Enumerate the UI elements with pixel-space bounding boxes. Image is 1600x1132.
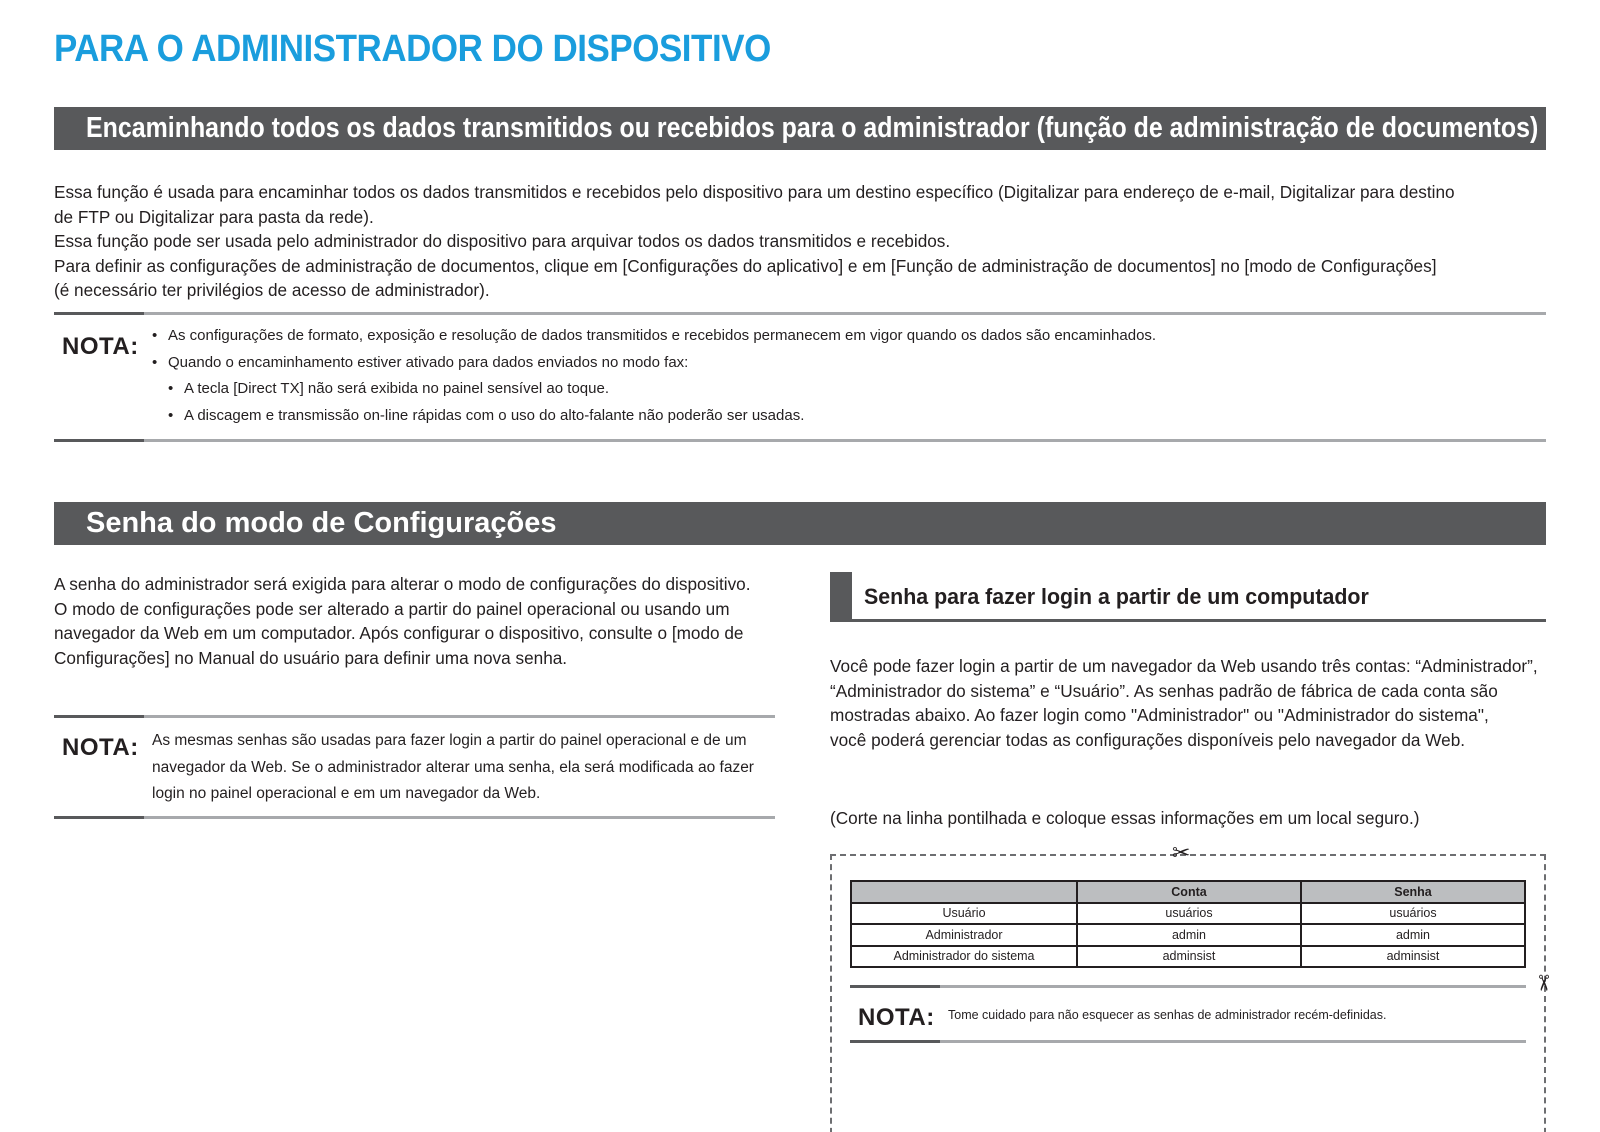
subheading-text: Senha para fazer login a partir de um computador: [864, 584, 1369, 609]
table-cell: admin: [1301, 924, 1525, 946]
paragraph-line: (é necessário ter privilégios de acesso de administrador).: [54, 280, 490, 300]
note-line: As mesmas senhas são usadas para fazer login a partir do painel operacional e de um: [152, 732, 747, 749]
table-cell: Administrador do sistema: [851, 946, 1077, 968]
table-header-cell: Conta: [1077, 881, 1301, 903]
paragraph-line: navegador da Web em um computador. Após configurar o dispositivo, consulte o [modo de: [54, 623, 744, 643]
section-header-document-admin: [54, 107, 1546, 150]
table-cell: admin: [1077, 924, 1301, 946]
section-title: Encaminhando todos os dados transmitidos ou recebidos para o administrador (função de administração de documentos): [86, 112, 1539, 144]
note-text: Tome cuidado para não esquecer as senhas de administrador recém-definidas.: [948, 1008, 1387, 1022]
note-bullet: • Quando o encaminhamento estiver ativado para dados enviados no modo fax:: [152, 350, 1156, 377]
table-cell: usuários: [1077, 903, 1301, 925]
table-cell: adminsist: [1077, 946, 1301, 968]
left-paragraph: [54, 572, 774, 670]
note-box: [54, 312, 1546, 442]
note-bullet: • As configurações de formato, exposição e resolução de dados transmitidos e recebidos permanecem em vigor quando os dados são encaminhados.: [152, 323, 1156, 350]
paragraph-line: você poderá gerenciar todas as configurações disponíveis pelo navegador da Web.: [830, 729, 1466, 750]
paragraph-line: O modo de configurações pode ser alterado a partir do painel operacional ou usando um: [54, 598, 730, 619]
note-bullet-list: [152, 323, 1156, 429]
table-cell: adminsist: [1301, 946, 1525, 968]
cut-instruction: (Corte na linha pontilhada e coloque essas informações em um local seguro.): [830, 808, 1420, 828]
table-cell: usuários: [1301, 903, 1525, 925]
page-title: PARA O ADMINISTRADOR DO DISPOSITIVO: [54, 28, 771, 70]
table-header-cell: [851, 881, 1077, 903]
paragraph-line: de FTP ou Digitalizar para pasta da rede).: [54, 206, 374, 227]
section-header-settings-password: [54, 502, 1546, 545]
table-row: [851, 946, 1525, 968]
section-title: Senha do modo de Configurações: [86, 507, 557, 539]
paragraph-line: Para definir as configurações de administração de documentos, clique em [Configurações do aplicativo] e em [Função de administração de documentos] no [modo de Configurações]: [54, 255, 1437, 276]
intro-paragraph: [54, 180, 1544, 303]
table-row: [851, 924, 1525, 946]
table-cell: Usuário: [851, 903, 1077, 925]
table-cell: Administrador: [851, 924, 1077, 946]
paragraph-line: Essa função é usada para encaminhar todos os dados transmitidos e recebidos pelo dispositivo para um destino específico (Digitalizar para endereço de e-mail, Digitalizar para destino: [54, 182, 1455, 202]
paragraph-line: Você pode fazer login a partir de um navegador da Web usando três contas: “Administrador”,: [830, 656, 1538, 676]
paragraph-line: Configurações] no Manual do usuário para definir uma nova senha.: [54, 647, 568, 668]
table-header-row: [851, 881, 1525, 903]
note-sub-bullet: • A discagem e transmissão on-line rápidas com o uso do alto-falante não poderão ser usadas.: [168, 403, 1156, 430]
note-line: navegador da Web. Se o administrador alterar uma senha, ela será modificada ao fazer: [152, 758, 754, 776]
note-text: [152, 728, 762, 808]
note-sub-bullet: • A tecla [Direct TX] não será exibida no painel sensível ao toque.: [168, 376, 1156, 403]
note-box: [850, 985, 1526, 1043]
note-line: login no painel operacional e em um navegador da Web.: [152, 785, 541, 802]
paragraph-line: A senha do administrador será exigida para alterar o modo de configurações do dispositivo.: [54, 574, 751, 594]
note-label: NOTA:: [62, 734, 139, 761]
scissors-icon: ✂: [1172, 840, 1191, 865]
paragraph-line: “Administrador do sistema” e “Usuário”. As senhas padrão de fábrica de cada conta são: [830, 680, 1498, 701]
right-paragraph: [830, 654, 1550, 752]
scissors-icon: ✂: [1531, 973, 1557, 993]
note-box: [54, 715, 775, 819]
table-row: [851, 903, 1525, 925]
note-label: NOTA:: [858, 1004, 935, 1031]
subheading-accent: [830, 572, 852, 619]
subheading: [830, 572, 1546, 622]
paragraph-line: mostradas abaixo. Ao fazer login como "Administrador" ou "Administrador do sistema",: [830, 705, 1489, 725]
password-table: [850, 880, 1526, 968]
note-label: NOTA:: [62, 333, 139, 360]
table-header-cell: Senha: [1301, 881, 1525, 903]
paragraph-line: Essa função pode ser usada pelo administrador do dispositivo para arquivar todos os dados transmitidos e recebidos.: [54, 231, 951, 251]
